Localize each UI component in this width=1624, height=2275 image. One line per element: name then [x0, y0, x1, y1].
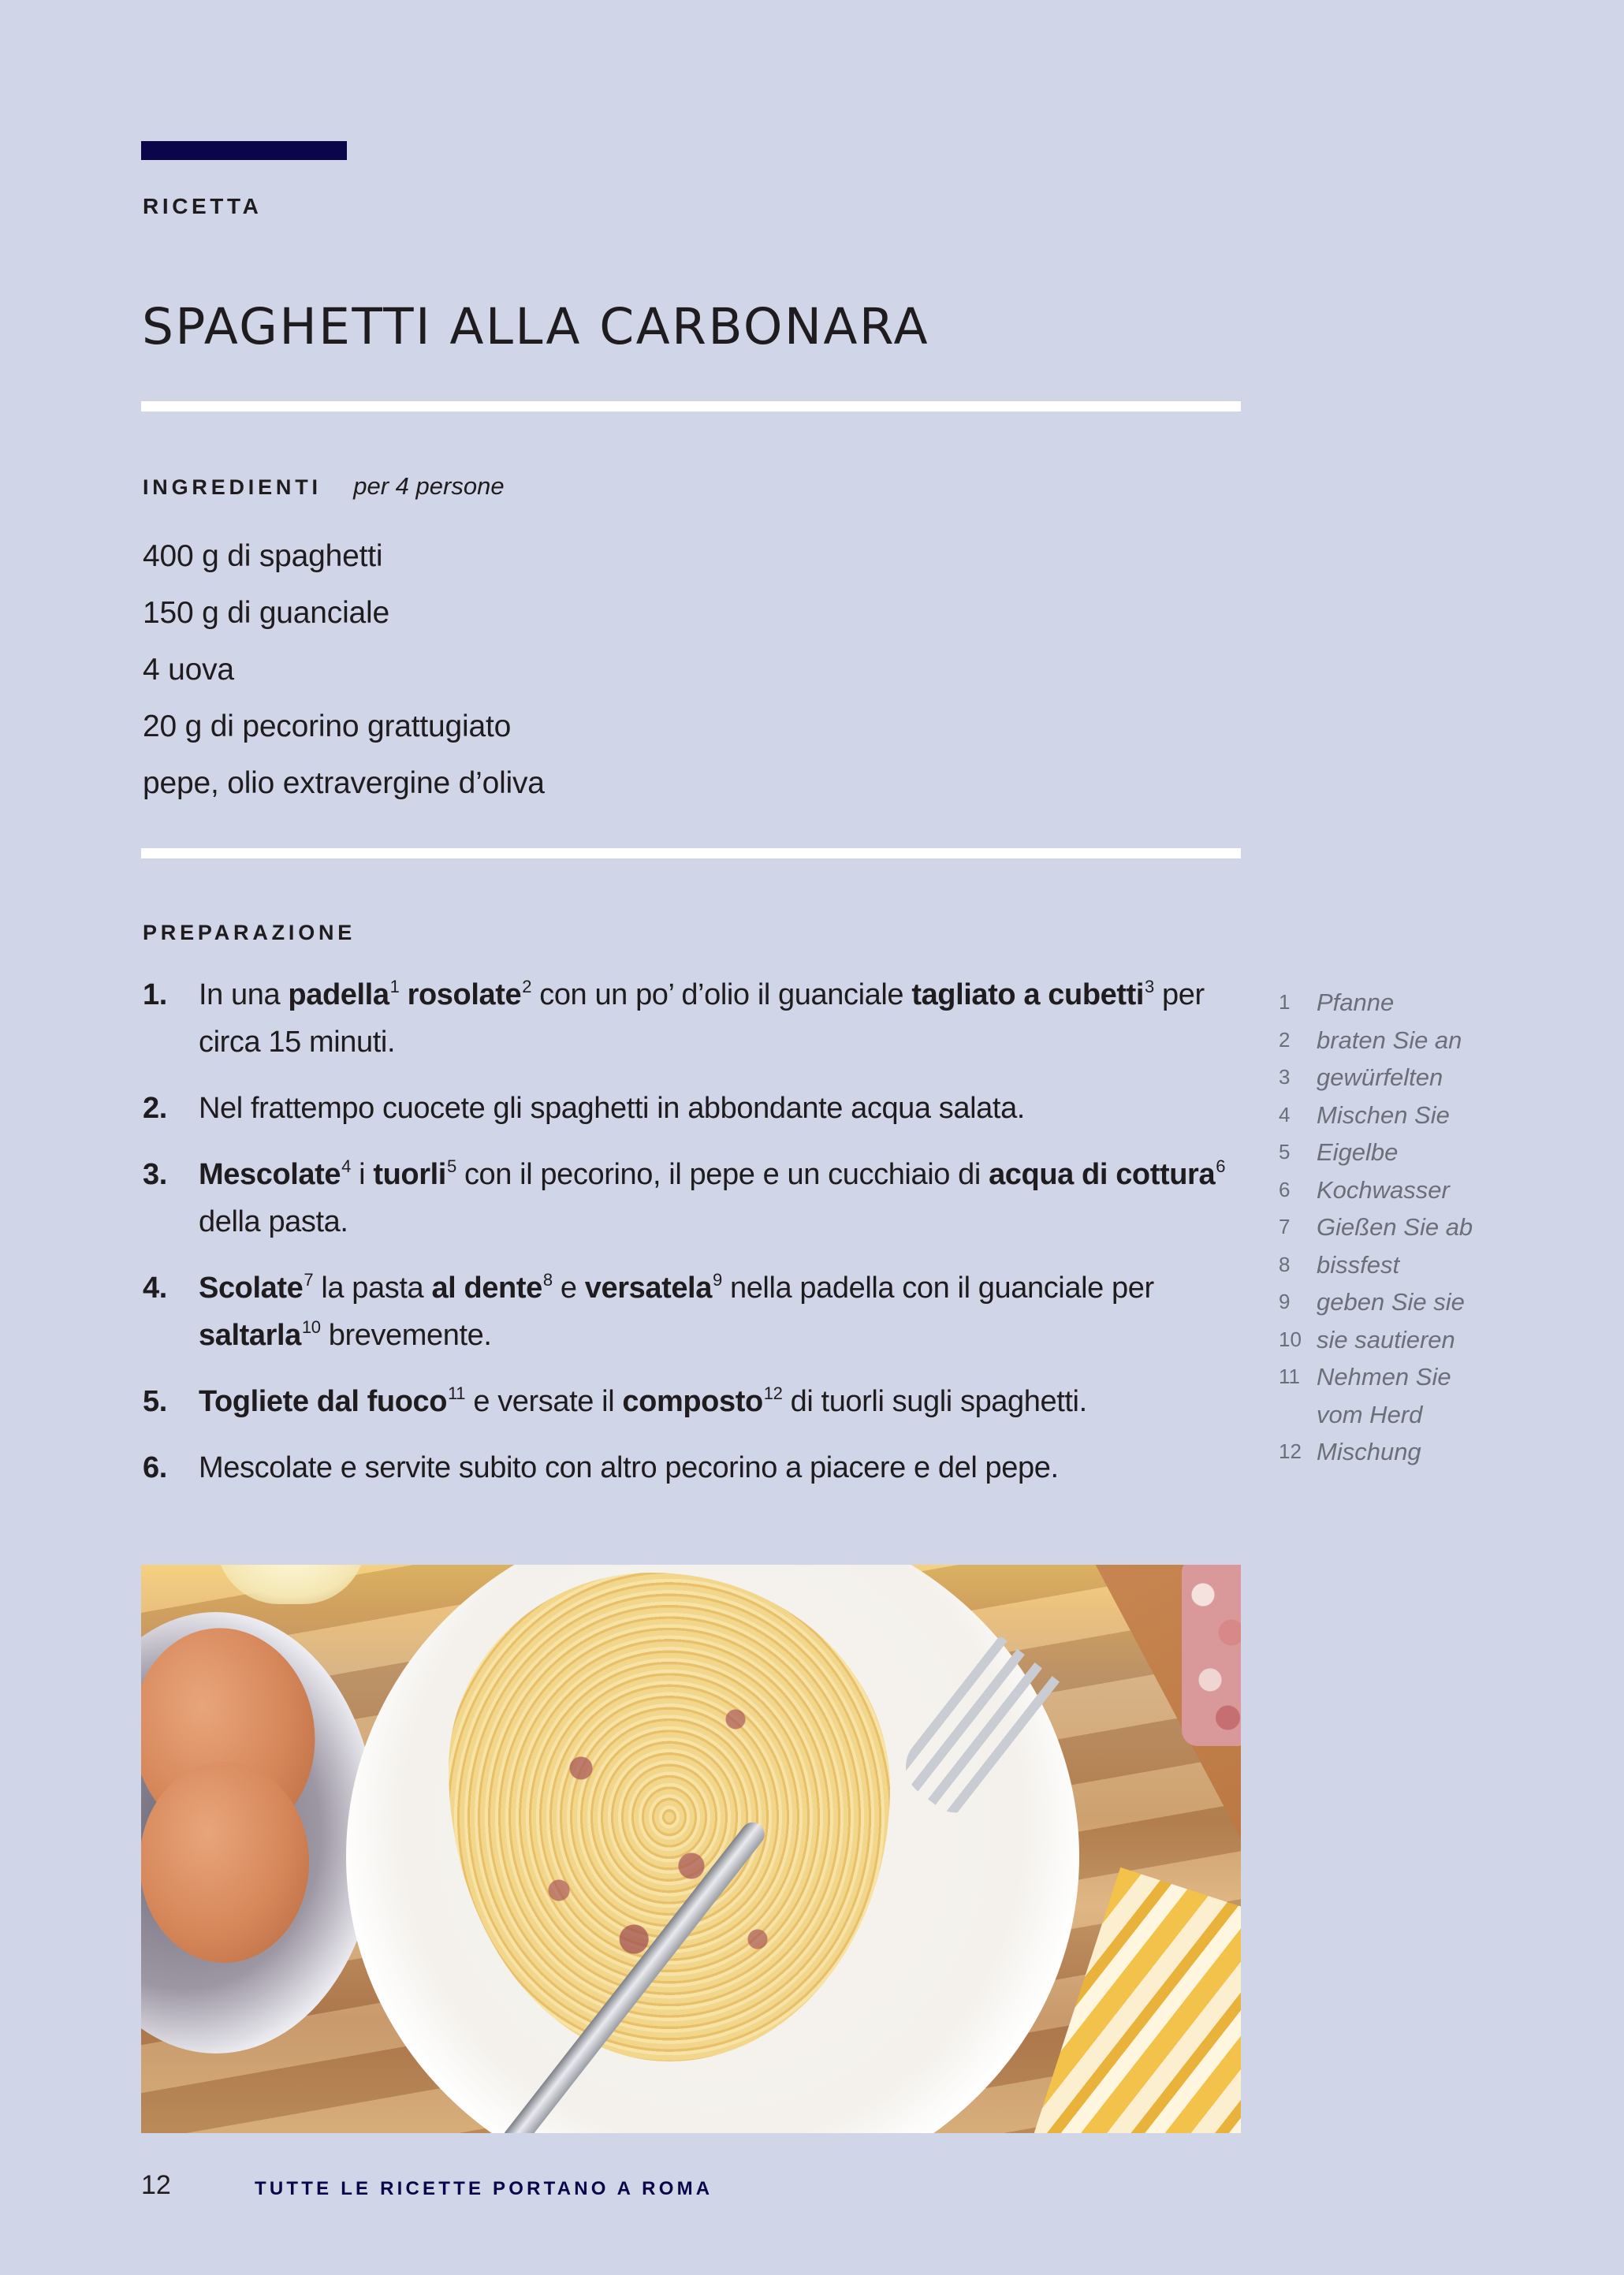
glossary-number: 12 [1279, 1439, 1302, 1463]
step-text: per circa 15 minuti. [199, 978, 1205, 1059]
preparation-step [143, 1151, 1246, 1245]
footnote-ref: 9 [712, 1270, 722, 1290]
footnote-ref: 12 [763, 1383, 783, 1403]
glossary-translation: Eigelbe [1317, 1138, 1399, 1166]
step-text: i [351, 1158, 374, 1191]
step-text: In una [199, 978, 289, 1011]
glossary-number: 7 [1279, 1215, 1291, 1238]
step-text: di tuorli sugli spaghetti. [782, 1385, 1087, 1418]
highlighted-term: padella [288, 978, 389, 1011]
highlighted-term: al dente [431, 1272, 542, 1305]
glossary-entry [1279, 1134, 1473, 1171]
glossary-entry [1279, 1097, 1473, 1134]
step-text: la pasta [313, 1272, 432, 1305]
glossary-number: 6 [1279, 1177, 1291, 1201]
step-text: e versate il [465, 1385, 623, 1418]
glossary-number: 1 [1279, 990, 1291, 1014]
highlighted-term: tagliato a cubetti [911, 978, 1145, 1011]
preparation-step [143, 1264, 1246, 1359]
glossary-entry [1279, 1321, 1473, 1359]
glossary-entry [1279, 984, 1473, 1022]
recipe-title: SPAGHETTI ALLA CARBONARA [142, 298, 929, 356]
ingredients-label: INGREDIENTI [143, 475, 322, 499]
divider-rule [141, 848, 1241, 858]
glossary-number: 2 [1279, 1027, 1291, 1052]
footnote-ref: 4 [341, 1156, 351, 1176]
footnote-ref: 7 [304, 1270, 314, 1290]
glossary-translation: geben Sie sie [1317, 1288, 1465, 1316]
footnote-ref: 1 [389, 977, 400, 996]
preparation-step [143, 1444, 1246, 1491]
ingredients-header [143, 473, 505, 505]
highlighted-term: saltarla [199, 1319, 301, 1352]
diced-guanciale [1182, 1565, 1241, 1746]
glossary-entry [1279, 1433, 1473, 1471]
recipe-photo [141, 1565, 1241, 2133]
glossary-translation: vom Herd [1317, 1400, 1423, 1428]
section-kicker: RICETTA [143, 194, 263, 218]
preparation-step [143, 1378, 1246, 1425]
preparation-step [143, 971, 1246, 1066]
glossary-translation: Nehmen Sie [1317, 1363, 1451, 1391]
glossary-sidebar [1279, 984, 1473, 1471]
step-number: 6. [143, 1451, 167, 1484]
step-text: Mescolate e servite subito con altro pecorino a piacere e del pepe. [199, 1451, 1059, 1484]
divider-rule [141, 401, 1241, 411]
footnote-ref: 6 [1216, 1156, 1226, 1176]
glossary-number: 5 [1279, 1140, 1291, 1164]
ingredients-list [143, 528, 545, 812]
glossary-number: 3 [1279, 1065, 1291, 1089]
highlighted-term: Mescolate [199, 1158, 341, 1191]
glossary-number: 8 [1279, 1252, 1291, 1276]
step-number: 2. [143, 1092, 167, 1125]
glossary-entry [1279, 1171, 1473, 1209]
highlighted-term: Togliete dal fuoco [199, 1385, 448, 1418]
servings-note: per 4 persone [353, 472, 505, 500]
glossary-translation: gewürfelten [1317, 1063, 1443, 1091]
highlighted-term: acqua di cottura [989, 1158, 1216, 1191]
ingredient-item: 4 uova [143, 653, 234, 687]
step-text: brevemente. [320, 1319, 492, 1352]
glossary-translation: Kochwasser [1317, 1175, 1450, 1204]
glossary-entry [1279, 1283, 1473, 1321]
footnote-ref: 11 [448, 1383, 466, 1403]
highlighted-term: Scolate [199, 1272, 304, 1305]
preparation-step [143, 1085, 1246, 1132]
highlighted-term: composto [622, 1385, 763, 1418]
glossary-number: 11 [1279, 1365, 1300, 1388]
glossary-entry [1279, 1246, 1473, 1284]
glossary-entry [1279, 1208, 1473, 1246]
glossary-translation: Pfanne [1317, 989, 1395, 1016]
glossary-translation: bissfest [1317, 1250, 1400, 1279]
step-text: Nel frattempo cuocete gli spaghetti in abbondante acqua salata. [199, 1092, 1025, 1125]
ingredient-item: 20 g di pecorino grattugiato [143, 709, 512, 743]
glossary-translation: Mischen Sie [1317, 1100, 1450, 1129]
step-text [399, 978, 407, 1011]
glossary-translation: Mischung [1317, 1438, 1421, 1465]
highlighted-term: rosolate [407, 978, 522, 1011]
footnote-ref: 8 [542, 1270, 553, 1290]
glossary-entry [1279, 1022, 1473, 1059]
step-text: e [552, 1272, 585, 1305]
step-number: 3. [143, 1158, 167, 1191]
running-title: TUTTE LE RICETTE PORTANO A ROMA [255, 2178, 713, 2199]
ingredient-item: 150 g di guanciale [143, 596, 389, 630]
step-number: 5. [143, 1385, 167, 1418]
highlighted-term: versatela [584, 1272, 712, 1305]
preparation-steps [143, 971, 1246, 1510]
footnote-ref: 5 [446, 1156, 456, 1176]
glossary-entry [1279, 1059, 1473, 1097]
page-number: 12 [141, 2170, 171, 2200]
glossary-translation: Gießen Sie ab [1317, 1213, 1473, 1241]
step-number: 4. [143, 1272, 167, 1305]
footnote-ref: 3 [1145, 977, 1154, 996]
footnote-ref: 2 [522, 977, 532, 996]
glossary-number: 9 [1279, 1290, 1291, 1313]
ingredient-item: pepe, olio extravergine d’oliva [143, 766, 545, 800]
glossary-translation: braten Sie an [1317, 1026, 1462, 1054]
preparation-label: PREPARAZIONE [143, 921, 356, 944]
footnote-ref: 10 [301, 1317, 321, 1337]
glossary-entry [1279, 1358, 1473, 1396]
ingredient-item: 400 g di spaghetti [143, 539, 383, 573]
step-text: della pasta. [199, 1205, 348, 1238]
accent-bar [141, 141, 347, 160]
glossary-number: 10 [1279, 1327, 1302, 1351]
step-text: con un po’ d’olio il guanciale [531, 978, 912, 1011]
step-number: 1. [143, 978, 167, 1011]
egg [141, 1762, 309, 1963]
highlighted-term: tuorli [373, 1158, 446, 1191]
glossary-number: 4 [1279, 1102, 1291, 1126]
glossary-entry [1279, 1396, 1473, 1434]
step-text: nella padella con il guanciale per [721, 1272, 1154, 1305]
glossary-translation: sie sautieren [1317, 1325, 1455, 1353]
step-text: con il pecorino, il pepe e un cucchiaio di [456, 1158, 989, 1191]
